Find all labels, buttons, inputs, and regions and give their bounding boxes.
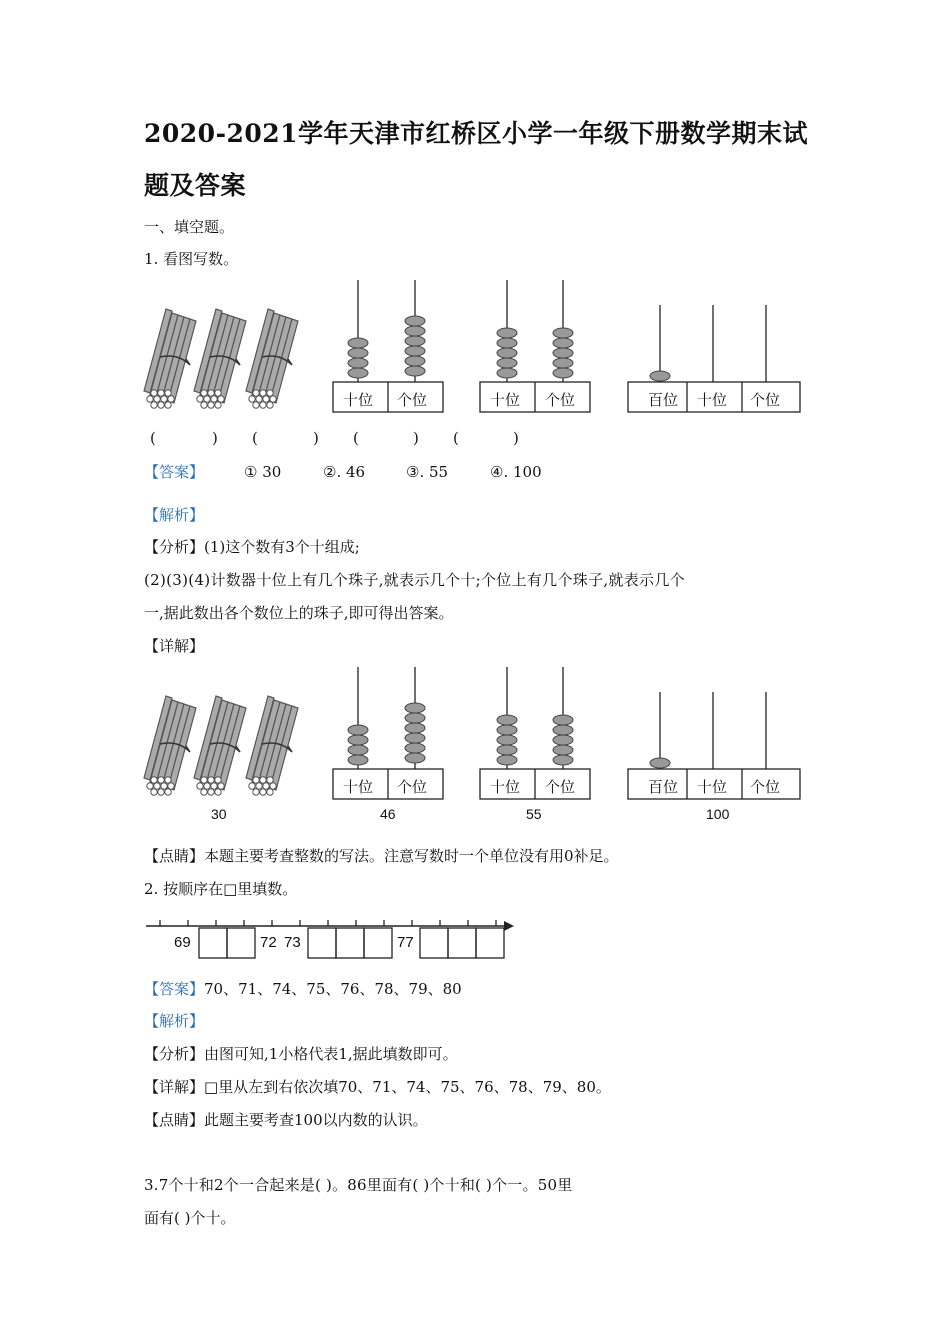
answer-tag: 【答案】 xyxy=(144,463,205,481)
document-title: 2020-2021学年天津市红桥区小学一年级下册数学期末试题及答案 xyxy=(144,119,809,200)
fenxi-line-2a: (2)(3)(4)计数器十位上有几个珠子,就表示几个十;个位上有几个珠子,就表示几个 xyxy=(144,571,685,589)
analysis-tag: 【解析】 xyxy=(144,506,205,524)
place-label-tens: 十位 xyxy=(343,391,374,409)
number-line-label: 72 xyxy=(260,934,277,951)
number-line-label: 77 xyxy=(397,934,414,951)
dianjing-text: 本题主要考查整数的写法。注意写数时一个单位没有用0补足。 xyxy=(204,847,619,865)
place-label-ones: 个位 xyxy=(750,391,781,409)
caption-value: 30 xyxy=(211,806,227,822)
number-line-label: 73 xyxy=(284,934,301,951)
place-label-tens: 十位 xyxy=(697,778,728,796)
stick-bundle xyxy=(144,309,196,408)
place-label-tens: 十位 xyxy=(490,778,521,796)
place-label-hundreds: 百位 xyxy=(648,778,679,796)
dianjing-tag: 【点睛】 xyxy=(144,1111,205,1129)
answer-blank-close: ) xyxy=(212,429,218,447)
place-label-ones: 个位 xyxy=(397,391,428,409)
place-label-ones: 个位 xyxy=(397,778,428,796)
stick-bundle xyxy=(144,696,196,795)
dianjing-line xyxy=(144,1109,428,1131)
answer-item: ④. 100 xyxy=(490,463,542,481)
dianjing-text: 此题主要考查100以内数的认识。 xyxy=(204,1111,428,1129)
answer-item: ① 30 xyxy=(244,463,282,481)
fenxi-line xyxy=(144,536,360,558)
fenxi-tag: 【分析】 xyxy=(144,1045,205,1063)
fenxi-text: 由图可知,1小格代表1,据此填数即可。 xyxy=(204,1045,458,1063)
answer-blank-close: ) xyxy=(513,429,519,447)
place-label-ones: 个位 xyxy=(545,391,576,409)
xiangjie-tag: 【详解】 xyxy=(144,1078,205,1096)
fenxi-line xyxy=(144,1043,458,1065)
stick-bundle xyxy=(194,309,246,408)
answer-blank-close: ) xyxy=(413,429,419,447)
caption-value: 46 xyxy=(380,806,396,822)
fenxi-line-2b: 一,据此数出各个数位上的珠子,即可得出答案。 xyxy=(144,604,454,622)
xiangjie-line xyxy=(144,1076,611,1098)
number-line-label: 69 xyxy=(174,934,191,951)
xiangjie-tag: 【详解】 xyxy=(144,637,205,655)
answer-blank-open: ( xyxy=(252,429,258,447)
caption-value: 55 xyxy=(526,806,542,822)
place-label-hundreds: 百位 xyxy=(648,391,679,409)
place-label-ones: 个位 xyxy=(750,778,781,796)
stick-bundle xyxy=(246,309,298,408)
section-heading: 一、填空题。 xyxy=(144,218,235,236)
dianjing-line xyxy=(144,845,619,867)
stick-bundle xyxy=(194,696,246,795)
answer-blank-close: ) xyxy=(313,429,319,447)
xiangjie-text: □里从左到右依次填70、71、74、75、76、78、79、80。 xyxy=(204,1078,611,1096)
place-label-ones: 个位 xyxy=(545,778,576,796)
question-2-stem: 2. 按顺序在□里填数。 xyxy=(144,880,298,898)
question-1-stem: 1. 看图写数。 xyxy=(144,250,239,268)
question-3-line-2: 面有( )个十。 xyxy=(144,1209,236,1227)
answer-text: 70、71、74、75、76、78、79、80 xyxy=(204,980,462,998)
fenxi-tag: 【分析】 xyxy=(144,538,205,556)
answer-blank-open: ( xyxy=(453,429,459,447)
question-3-line-1: 3.7个十和2个一合起来是( )。86里面有( )个十和( )个一。50里 xyxy=(144,1176,573,1194)
caption-value: 100 xyxy=(706,806,730,822)
fenxi-text: (1)这个数有3个十组成; xyxy=(204,538,360,556)
number-line xyxy=(140,912,520,964)
dianjing-tag: 【点睛】 xyxy=(144,847,205,865)
answer-tag: 【答案】 xyxy=(144,980,205,998)
place-label-tens: 十位 xyxy=(697,391,728,409)
answer-line xyxy=(144,978,462,1000)
analysis-tag: 【解析】 xyxy=(144,1012,205,1030)
place-label-tens: 十位 xyxy=(490,391,521,409)
answer-blank-open: ( xyxy=(150,429,156,447)
answer-item: ③. 55 xyxy=(406,463,449,481)
stick-bundle xyxy=(246,696,298,795)
answer-blank-open: ( xyxy=(353,429,359,447)
answer-item: ②. 46 xyxy=(323,463,366,481)
place-label-tens: 十位 xyxy=(343,778,374,796)
